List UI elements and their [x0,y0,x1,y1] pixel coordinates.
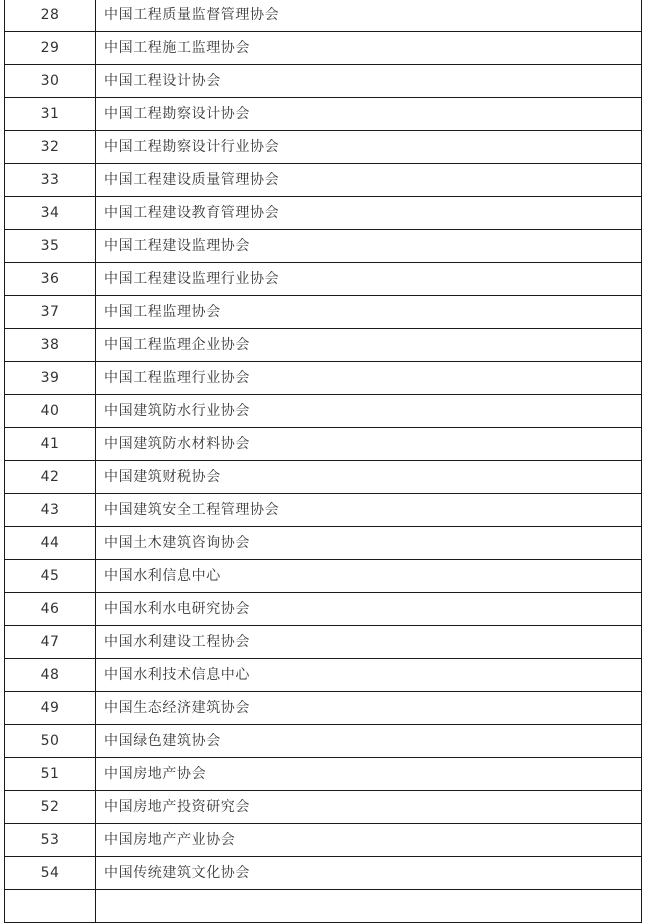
row-number: 33 [5,164,96,197]
row-number: 47 [5,626,96,659]
row-number: 28 [5,0,96,32]
row-number: 32 [5,131,96,164]
table-row [5,263,642,296]
row-number: 46 [5,593,96,626]
organization-name: 中国工程建设质量管理协会 [96,164,642,197]
row-number: 38 [5,329,96,362]
table-row [5,230,642,263]
table-row [5,296,642,329]
table-row [5,197,642,230]
table-row [5,626,642,659]
organization-name: 中国工程监理行业协会 [96,362,642,395]
row-number: 52 [5,791,96,824]
table-row [5,461,642,494]
organization-name: 中国房地产投资研究会 [96,791,642,824]
table-row [5,659,642,692]
organization-name: 中国工程建设教育管理协会 [96,197,642,230]
organization-name: 中国土木建筑咨询协会 [96,527,642,560]
organization-name: 中国房地产协会 [96,758,642,791]
row-number: 39 [5,362,96,395]
row-number: 44 [5,527,96,560]
table-row [5,395,642,428]
organization-name: 中国房地产产业协会 [96,824,642,857]
table-row [5,527,642,560]
table-row [5,329,642,362]
organization-name: 中国工程勘察设计协会 [96,98,642,131]
organization-name: 中国水利技术信息中心 [96,659,642,692]
organization-name: 中国工程建设监理行业协会 [96,263,642,296]
table-row [5,164,642,197]
row-number: 31 [5,98,96,131]
organization-list [4,0,641,923]
organization-name: 中国绿色建筑协会 [96,725,642,758]
row-number: 35 [5,230,96,263]
row-number: 45 [5,560,96,593]
row-number: 34 [5,197,96,230]
table-row [5,890,642,923]
row-number: 41 [5,428,96,461]
row-number: 29 [5,32,96,65]
organization-name: 中国工程建设监理协会 [96,230,642,263]
organization-name: 中国工程质量监督管理协会 [96,0,642,32]
row-number: 42 [5,461,96,494]
organization-name: 中国工程施工监理协会 [96,32,642,65]
table-row [5,0,642,32]
organization-name: 中国工程监理协会 [96,296,642,329]
organization-name: 中国传统建筑文化协会 [96,857,642,890]
table-row [5,560,642,593]
organization-name: 中国生态经济建筑协会 [96,692,642,725]
table-row [5,791,642,824]
row-number: 48 [5,659,96,692]
table-row [5,494,642,527]
row-number: 40 [5,395,96,428]
organization-name: 中国水利水电研究协会 [96,593,642,626]
organization-name: 中国水利建设工程协会 [96,626,642,659]
organization-name: 中国建筑防水材料协会 [96,428,642,461]
table-row [5,428,642,461]
table-row [5,593,642,626]
table-body [5,0,642,923]
row-number: 49 [5,692,96,725]
row-number: 51 [5,758,96,791]
table-row [5,65,642,98]
organization-name: 中国建筑安全工程管理协会 [96,494,642,527]
row-number: 53 [5,824,96,857]
organization-name: 中国建筑财税协会 [96,461,642,494]
table-row [5,692,642,725]
table-row [5,857,642,890]
table-row [5,824,642,857]
organization-name: 中国工程监理企业协会 [96,329,642,362]
organization-name: 中国建筑防水行业协会 [96,395,642,428]
row-number [5,890,96,923]
table-row [5,758,642,791]
row-number: 50 [5,725,96,758]
organization-table [4,0,642,923]
table-row [5,131,642,164]
organization-name [96,890,642,923]
table-row [5,32,642,65]
table-row [5,362,642,395]
table-row [5,98,642,131]
row-number: 36 [5,263,96,296]
organization-name: 中国水利信息中心 [96,560,642,593]
row-number: 43 [5,494,96,527]
table-row [5,725,642,758]
row-number: 54 [5,857,96,890]
row-number: 37 [5,296,96,329]
row-number: 30 [5,65,96,98]
organization-name: 中国工程勘察设计行业协会 [96,131,642,164]
organization-name: 中国工程设计协会 [96,65,642,98]
